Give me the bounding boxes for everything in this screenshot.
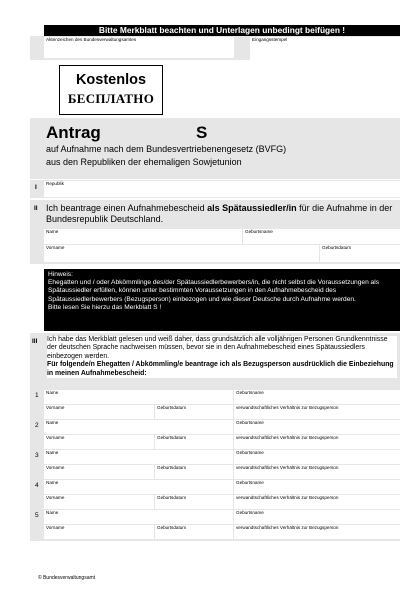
row-geburtsdatum-field[interactable] bbox=[155, 435, 233, 449]
row-vorname-label: Vorname bbox=[46, 495, 65, 500]
row-name-field[interactable] bbox=[44, 450, 233, 464]
row-verhaeltnis-label: verwandtschaftliches Verhältnis zur Bezugsperson bbox=[236, 525, 339, 530]
row-verhaeltnis-field[interactable] bbox=[234, 435, 400, 449]
row-geburtsdatum-label: Geburtsdatum bbox=[157, 435, 187, 440]
section3-paragraph: Ich habe das Merkblatt gelesen und weiß daher, dass grundsätzlich alle volljährigen Personen Grundkenntnisse der deutschen Sprache nachweisen müssen, bevor sie in den Aufnahmebescheid eines Spätaussiedlers einbezogen werden. bbox=[47, 336, 388, 360]
eingangsstempel-field[interactable] bbox=[250, 37, 400, 113]
s2-vorname-field[interactable] bbox=[44, 245, 319, 262]
row-geburtsname-label: Geburtsname bbox=[236, 420, 264, 425]
section2-text-post: für die Aufnahme in der Bundesrepublik Deutschland. bbox=[46, 203, 393, 224]
row-geburtsdatum-field[interactable] bbox=[155, 405, 233, 419]
row-geburtsname-label: Geburtsname bbox=[236, 480, 264, 485]
row-geburtsname-field[interactable] bbox=[234, 480, 400, 494]
row-geburtsname-field[interactable] bbox=[234, 390, 400, 404]
republik-field[interactable] bbox=[44, 181, 400, 197]
row-vorname-field[interactable] bbox=[44, 435, 154, 449]
row-name-label: Name bbox=[46, 420, 59, 425]
row-number: 4 bbox=[35, 482, 39, 489]
row-name-label: Name bbox=[46, 390, 59, 395]
row-geburtsname-label: Geburtsname bbox=[236, 390, 264, 395]
row-vorname-field[interactable] bbox=[44, 495, 154, 509]
row-name-field[interactable] bbox=[44, 390, 233, 404]
section2-text-pre: Ich beantrage einen Aufnahmebescheid bbox=[46, 203, 208, 213]
antrag-heading: Antrag bbox=[46, 123, 101, 142]
row-verhaeltnis-field[interactable] bbox=[234, 525, 400, 539]
row-number: 5 bbox=[35, 512, 39, 519]
row-vorname-field[interactable] bbox=[44, 525, 154, 539]
section3-bold: Für folgende/n Ehegatten / Abkömmling/e beantrage ich als Bezugsperson ausdrücklich die Einbeziehung in meinen Aufnahmebescheid: bbox=[47, 361, 394, 377]
republik-label: Republik bbox=[46, 181, 64, 186]
section1-roman: I bbox=[35, 184, 37, 191]
s2-geburtsdatum-field[interactable] bbox=[320, 245, 400, 262]
s2-geburtsname-field[interactable] bbox=[243, 229, 400, 244]
aktenzeichen-label: Aktenzeichen des Bundesverwaltungsamtes bbox=[46, 37, 137, 42]
row-verhaeltnis-label: verwandtschaftliches Verhältnis zur Bezugsperson bbox=[236, 495, 339, 500]
row-name-label: Name bbox=[46, 510, 59, 515]
antrag-letter: S bbox=[196, 123, 208, 142]
row-vorname-field[interactable] bbox=[44, 465, 154, 479]
stamp-line2: БЕСПЛАТНО bbox=[67, 91, 155, 106]
row-geburtsdatum-label: Geburtsdatum bbox=[157, 525, 187, 530]
row-geburtsdatum-field[interactable] bbox=[155, 465, 233, 479]
row-geburtsname-field[interactable] bbox=[234, 510, 400, 524]
row-verhaeltnis-field[interactable] bbox=[234, 405, 400, 419]
section2-text-bold: als Spätaussiedler/in bbox=[207, 203, 297, 213]
title-line2: aus den Republiken der ehemaligen Sowjetunion bbox=[46, 157, 242, 167]
row-number: 2 bbox=[35, 422, 39, 429]
row-verhaeltnis-field[interactable] bbox=[234, 465, 400, 479]
row-vorname-field[interactable] bbox=[44, 405, 154, 419]
row-geburtsdatum-field[interactable] bbox=[155, 495, 233, 509]
row-vorname-label: Vorname bbox=[46, 405, 65, 410]
aktenzeichen-field[interactable] bbox=[44, 37, 234, 58]
row-geburtsname-field[interactable] bbox=[234, 420, 400, 434]
row-vorname-label: Vorname bbox=[46, 465, 65, 470]
row-verhaeltnis-label: verwandtschaftliches Verhältnis zur Bezugsperson bbox=[236, 465, 339, 470]
row-number: 1 bbox=[35, 392, 39, 399]
hinweis-footer: Bitte lesen Sie hierzu das Merkblatt S ! bbox=[48, 303, 162, 311]
eingangsstempel-label: Eingangsstempel bbox=[252, 37, 288, 42]
row-vorname-label: Vorname bbox=[46, 435, 65, 440]
s2-name-field[interactable] bbox=[44, 229, 242, 244]
row-name-field[interactable] bbox=[44, 510, 233, 524]
row-number: 3 bbox=[35, 452, 39, 459]
row-verhaeltnis-label: verwandtschaftliches Verhältnis zur Bezugsperson bbox=[236, 435, 339, 440]
section3-text bbox=[47, 336, 397, 378]
top-banner-text: Bitte Merkblatt beachten und Unterlagen unbedingt beifügen ! bbox=[98, 25, 346, 35]
s2-geburtsdatum-label: Geburtsdatum bbox=[322, 245, 352, 250]
s2-vorname-label: Vorname bbox=[46, 245, 65, 250]
row-name-label: Name bbox=[46, 450, 59, 455]
row-geburtsname-field[interactable] bbox=[234, 450, 400, 464]
row-verhaeltnis-label: verwandtschaftliches Verhältnis zur Bezugsperson bbox=[236, 405, 339, 410]
row-geburtsname-label: Geburtsname bbox=[236, 510, 264, 515]
section2-text bbox=[46, 203, 396, 225]
s2-name-label: Name bbox=[46, 229, 59, 234]
row-name-field[interactable] bbox=[44, 480, 233, 494]
row-geburtsdatum-label: Geburtsdatum bbox=[157, 495, 187, 500]
section2-roman: II bbox=[34, 205, 38, 212]
row-verhaeltnis-field[interactable] bbox=[234, 495, 400, 509]
row-geburtsdatum-label: Geburtsdatum bbox=[157, 465, 187, 470]
footer-copyright: © Bundesverwaltungsamt bbox=[38, 575, 96, 581]
title-line1: auf Aufnahme nach dem Bundesvertriebenengesetz (BVFG) bbox=[46, 144, 287, 154]
s2-geburtsname-label: Geburtsname bbox=[245, 229, 273, 234]
section3-roman: III bbox=[32, 338, 38, 345]
row-name-label: Name bbox=[46, 480, 59, 485]
stamp-line1: Kostenlos bbox=[75, 72, 147, 88]
row-geburtsdatum-field[interactable] bbox=[155, 525, 233, 539]
row-geburtsdatum-label: Geburtsdatum bbox=[157, 405, 187, 410]
row-name-field[interactable] bbox=[44, 420, 233, 434]
kostenlos-stamp bbox=[59, 65, 163, 115]
row-geburtsname-label: Geburtsname bbox=[236, 450, 264, 455]
top-banner bbox=[44, 25, 400, 36]
hinweis-box bbox=[44, 269, 400, 331]
row-vorname-label: Vorname bbox=[46, 525, 65, 530]
hinweis-title: Hinweis: bbox=[48, 271, 73, 278]
hinweis-body: Ehegatten und / oder Abkömmlinge des/der Spätaussiedlerbewerbers/in, die nicht selbst die Voraussetzungen als Spätaussiedler erfüllen, können unter bestimmten Voraussetzungen in den Aufnahmebescheid des Spätaussiedlerbewerbers (Bezugsperson) einbezogen und wie dieser Deutsche durch Aufnahme werden. bbox=[48, 279, 379, 303]
